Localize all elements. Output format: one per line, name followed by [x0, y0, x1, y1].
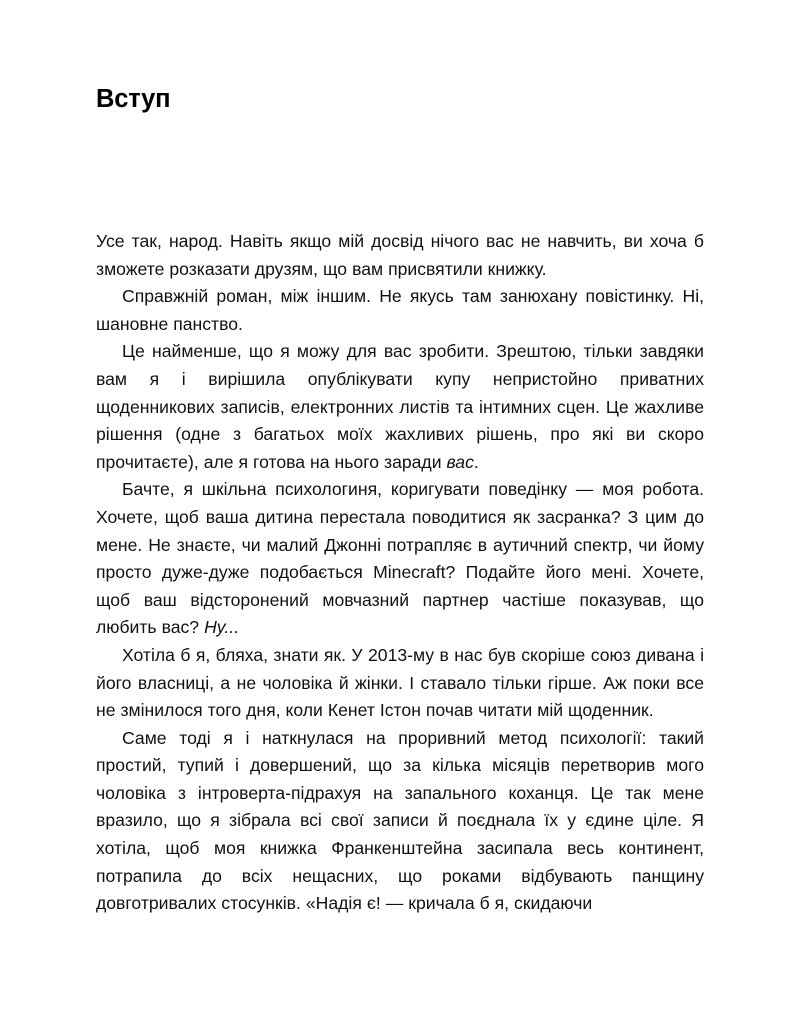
paragraph-text: Справжній роман, між іншим. Не якусь там занюхану повістинку. Ні, шановне панство. — [96, 286, 704, 334]
paragraph — [96, 725, 704, 918]
paragraph — [96, 642, 704, 725]
emphasis-text: Ну... — [204, 617, 240, 638]
paragraph-text: Бачте, я шкільна психологиня, коригувати поведінку — моя робота. Хочете, щоб ваша дитина перестала поводитися як засранка? З цим до мене. Не знаєте, чи малий Джонні потрапляє в аутичний спектр, чи йому просто дуже-дуже подобається Minecraft? Подайте його мені. Хочете, щоб ваш відсторонений мовчазний партнер частіше показував, що любить вас? — [96, 479, 704, 638]
paragraph-text-tail: . — [473, 451, 479, 472]
paragraph-text: Хотіла б я, бляха, знати як. У 2013-му в нас був скоріше союз дивана і його власниці, а не чоловіка й жінки. І ставало тільки гірше. Аж поки все не змінилося того дня, коли Кенет Істон почав читати мій щоденник. — [96, 644, 704, 721]
paragraph — [96, 283, 704, 338]
page-title: Вступ — [96, 85, 171, 113]
body-text-block — [96, 228, 704, 918]
paragraph-text: Усе так, народ. Навіть якщо мій досвід нічого вас не навчить, ви хоча б зможете розказати друзям, що вам присвятили книжку. — [96, 231, 704, 279]
paragraph-text: Це найменше, що я можу для вас зробити. Зрештою, тільки завдяки вам я і вирішила опублікувати купу непристойно приватних щоденникових записів, електронних листів та інтимних сцен. Це жахливе рішення (одне з багатьох моїх жахливих рішень, про які ви скоро прочитаєте), але я готова на нього заради — [96, 341, 704, 472]
paragraph — [96, 228, 704, 283]
emphasis-text: вас — [446, 451, 474, 472]
paragraph — [96, 476, 704, 642]
paragraph — [96, 338, 704, 476]
paragraph-text: Саме тоді я і наткнулася на проривний метод психології: такий простий, тупий і довершений, що за кілька місяців перетворив мого чоловіка з інтроверта-підрахуя на запального коханця. Це так мене вразило, що я зібрала всі свої записи й поєднала їх у єдине ціле. Я хотіла, щоб моя книжка Франкенштейна засипала весь континент, потрапила до всіх нещасних, що роками відбувають панщину довготривалих стосунків. «Надія є! — кричала б я, скидаючи — [96, 727, 704, 914]
